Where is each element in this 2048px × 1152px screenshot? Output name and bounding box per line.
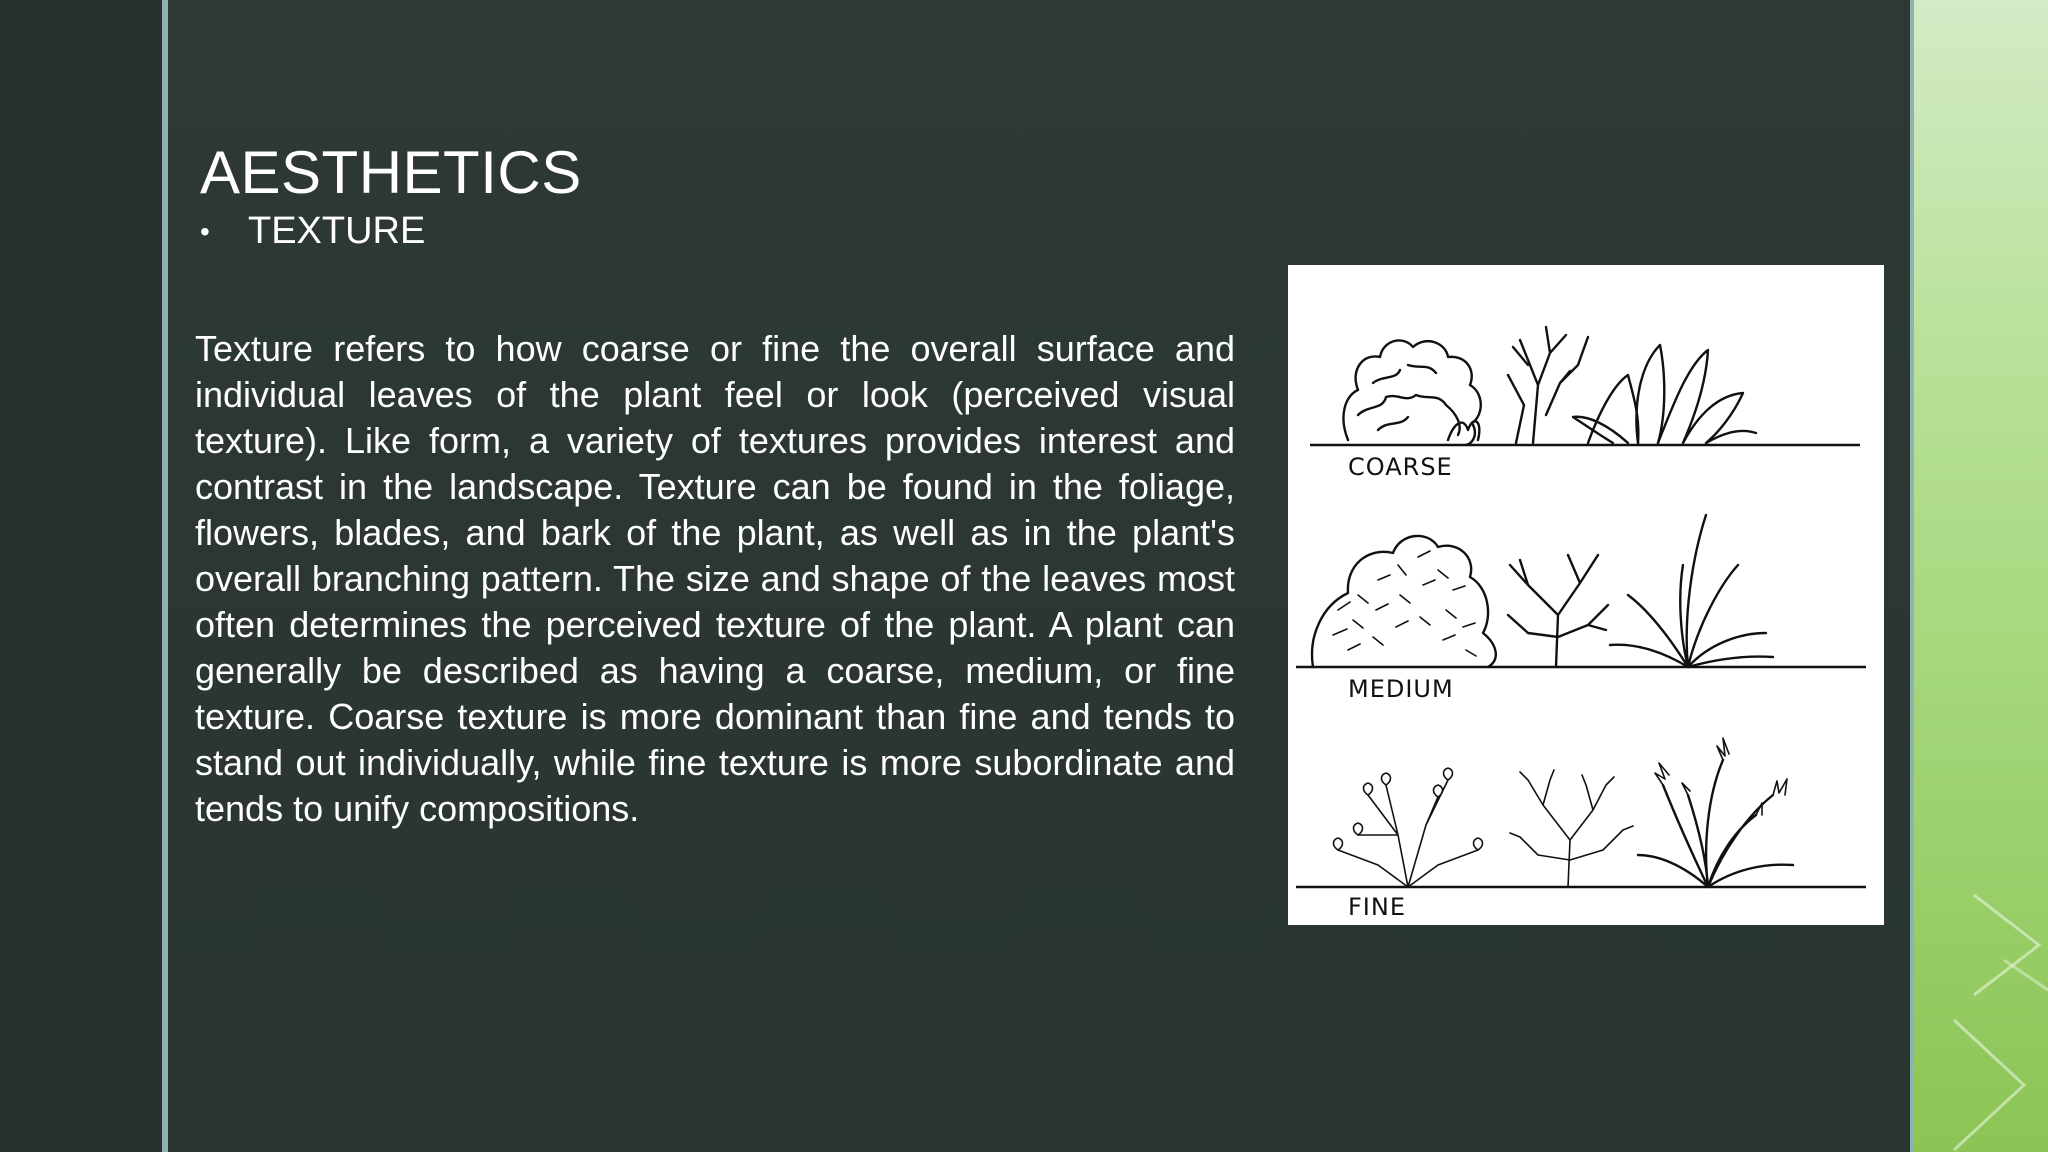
texture-sketch <box>1288 265 1884 925</box>
bullet-label: TEXTURE <box>248 210 426 252</box>
fine-row <box>1296 738 1866 921</box>
body-paragraph: Texture refers to how coarse or fine the overall surface and individual leaves of the plant feel or look (perceived visual texture). Like form, a variety of textures provides interest and contrast in the landscape. Texture can be found in the foliage, flowers, blades, and bark of the plant, as well as in the plant's overall branching pattern. The size and shape of the leaves most often determines the perceived texture of the plant. A plant can generally be described as having a coarse, medium, or fine texture. Coarse texture is more dominant than fine and tends to stand out individually, while fine texture is more subordinate and tends to unify compositions. <box>195 328 1235 829</box>
label-fine: FINE <box>1348 893 1406 921</box>
bullet-item <box>200 210 425 253</box>
left-band <box>0 0 162 1152</box>
medium-row <box>1296 515 1866 703</box>
texture-illustration <box>1288 265 1884 925</box>
label-coarse: COARSE <box>1348 453 1453 481</box>
accent-chevrons <box>1914 0 2048 1152</box>
bullet-dot-icon: • <box>200 215 210 247</box>
slide-title: AESTHETICS <box>200 139 582 206</box>
right-accent-band <box>1914 0 2048 1152</box>
label-medium: MEDIUM <box>1348 675 1454 703</box>
coarse-row <box>1310 327 1860 481</box>
